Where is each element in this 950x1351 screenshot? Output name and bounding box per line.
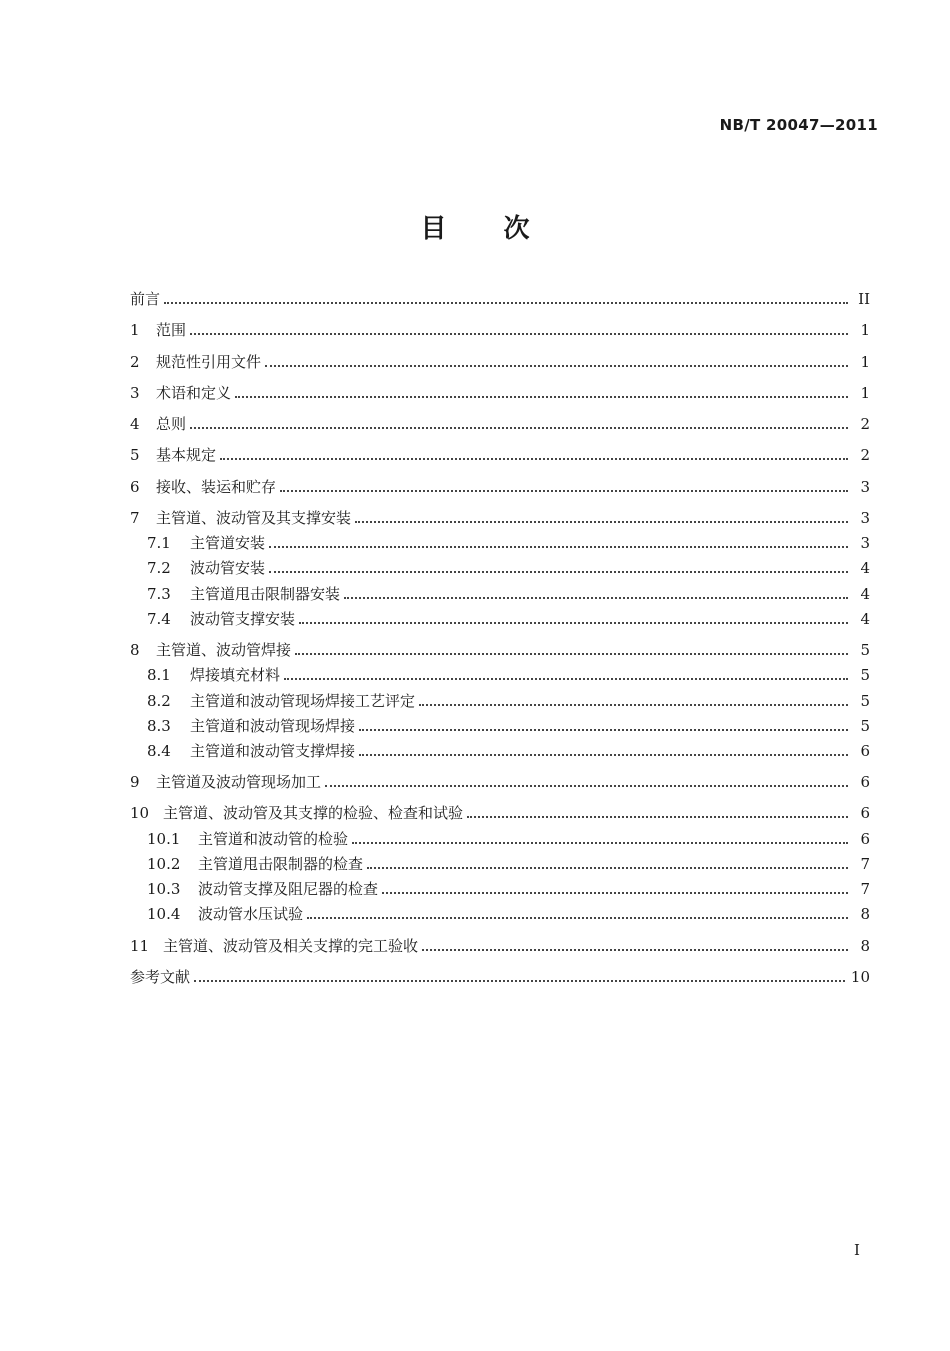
- toc-entry[interactable]: [130, 531, 870, 553]
- toc-entry-label: 主管道、波动管焊接: [156, 641, 292, 660]
- toc-entry-page: 8: [860, 936, 870, 955]
- toc-entry-label: 规范性引用文件: [156, 352, 262, 371]
- toc-entry[interactable]: [130, 381, 870, 403]
- toc-entry-number: 3: [130, 383, 140, 402]
- toc-entry[interactable]: [130, 965, 870, 987]
- toc-entry-number: 7.3: [147, 584, 171, 603]
- toc-entry-label: 主管道甩击限制器的检查: [198, 854, 364, 873]
- toc-entry-page: 4: [860, 584, 870, 603]
- toc-entry-number: 8.2: [147, 691, 171, 710]
- toc-entry-label: 主管道及波动管现场加工: [156, 773, 322, 792]
- toc-entry-number: 4: [130, 415, 140, 434]
- toc-entry[interactable]: [130, 607, 870, 629]
- toc-entry-number: 10.4: [147, 905, 181, 924]
- toc-entry-page: 3: [860, 509, 870, 528]
- toc-entry-number: 2: [130, 352, 140, 371]
- toc-entry-page: 8: [860, 905, 870, 924]
- dot-leader: [220, 458, 848, 460]
- toc-entry-number: 8: [130, 641, 140, 660]
- toc-entry-label: 术语和定义: [156, 383, 232, 402]
- toc-entry-label: 参考文献: [130, 967, 191, 986]
- dot-leader: [194, 980, 845, 982]
- toc-entry-label: 波动管支撑安装: [190, 609, 296, 628]
- toc-entry-label: 主管道和波动管现场焊接工艺评定: [190, 691, 416, 710]
- dot-leader: [352, 842, 848, 844]
- dot-leader: [344, 597, 848, 599]
- toc-entry-label: 主管道甩击限制器安装: [190, 584, 341, 603]
- toc-entry[interactable]: [130, 663, 870, 685]
- toc-entry-number: 10.2: [147, 854, 181, 873]
- toc-entry-number: 8.4: [147, 741, 171, 760]
- page-number: I: [854, 1241, 860, 1259]
- toc-entry-label: 主管道和波动管的检验: [198, 829, 349, 848]
- toc-entry-label: 范围: [156, 321, 187, 340]
- toc-entry[interactable]: [130, 556, 870, 578]
- toc-entry-label: 主管道和波动管支撑焊接: [190, 741, 356, 760]
- toc-entry[interactable]: [130, 714, 870, 736]
- toc-entry-number: 8.1: [147, 666, 171, 685]
- toc-entry-page: 3: [860, 477, 870, 496]
- toc-entry-page: 1: [860, 321, 870, 340]
- standard-code: NB/T 20047—2011: [719, 116, 878, 134]
- toc-entry-page: 5: [860, 666, 870, 685]
- toc-entry-label: 波动管支撑及阻尼器的检查: [198, 880, 379, 899]
- toc-entry-label: 主管道、波动管及其支撑的检验、检查和试验: [163, 804, 464, 823]
- toc-entry-page: 3: [860, 534, 870, 553]
- dot-leader: [419, 704, 848, 706]
- dot-leader: [467, 816, 848, 818]
- toc-entry-page: 1: [860, 383, 870, 402]
- dot-leader: [422, 949, 848, 951]
- dot-leader: [359, 729, 848, 731]
- toc-entry-number: 5: [130, 446, 140, 465]
- toc-entry-number: 8.3: [147, 716, 171, 735]
- dot-leader: [269, 571, 848, 573]
- toc-entry-number: 10: [130, 804, 150, 823]
- dot-leader: [367, 867, 848, 869]
- toc-entry-label: 波动管水压试验: [198, 905, 304, 924]
- dot-leader: [280, 490, 848, 492]
- toc-entry-label: 主管道、波动管及相关支撑的完工验收: [163, 936, 419, 955]
- toc-entry-page: 1: [860, 352, 870, 371]
- toc-entry-page: 7: [860, 880, 870, 899]
- toc-entry[interactable]: [130, 318, 870, 340]
- toc-entry[interactable]: [130, 475, 870, 497]
- dot-leader: [307, 917, 848, 919]
- toc-entry-page: 6: [860, 773, 870, 792]
- toc-entry-number: 10.1: [147, 829, 181, 848]
- dot-leader: [284, 678, 848, 680]
- table-of-contents: [130, 287, 870, 987]
- toc-entry-number: 1: [130, 321, 140, 340]
- toc-entry-page: 6: [860, 804, 870, 823]
- toc-entry-label: 前言: [130, 290, 161, 308]
- dot-leader: [235, 396, 848, 398]
- dot-leader: [190, 333, 848, 335]
- dot-leader: [382, 892, 848, 894]
- toc-entry-number: 9: [130, 773, 140, 792]
- toc-entry[interactable]: [130, 506, 870, 528]
- toc-entry-page: 5: [860, 641, 870, 660]
- toc-entry[interactable]: [130, 934, 870, 956]
- dot-leader: [190, 427, 848, 429]
- toc-entry-number: 7.4: [147, 609, 171, 628]
- toc-entry-page: 4: [860, 559, 870, 578]
- toc-entry-number: 7.2: [147, 559, 171, 578]
- toc-entry[interactable]: [130, 443, 870, 465]
- toc-entry-page: 7: [860, 854, 870, 873]
- toc-entry-page: 5: [860, 716, 870, 735]
- toc-entry[interactable]: [130, 902, 870, 924]
- toc-entry-label: 主管道安装: [190, 534, 266, 553]
- toc-entry[interactable]: [130, 852, 870, 874]
- toc-entry[interactable]: [130, 350, 870, 372]
- dot-leader: [164, 302, 848, 304]
- toc-entry-page: 2: [860, 415, 870, 434]
- toc-entry-label: 基本规定: [156, 446, 217, 465]
- dot-leader: [299, 622, 848, 624]
- toc-entry[interactable]: [130, 827, 870, 849]
- toc-entry-label: 接收、装运和贮存: [156, 477, 277, 496]
- toc-entry[interactable]: [130, 412, 870, 434]
- toc-entry[interactable]: [130, 739, 870, 761]
- dot-leader: [265, 365, 848, 367]
- toc-entry-page: 2: [860, 446, 870, 465]
- toc-entry-label: 波动管安装: [190, 559, 266, 578]
- toc-entry[interactable]: [130, 689, 870, 711]
- toc-entry-page: 5: [860, 691, 870, 710]
- toc-entry-label: 焊接填充材料: [190, 666, 281, 685]
- toc-entry[interactable]: [130, 638, 870, 660]
- dot-leader: [269, 546, 848, 548]
- dot-leader: [295, 653, 848, 655]
- toc-entry[interactable]: [130, 801, 870, 823]
- toc-entry-label: 总则: [156, 415, 187, 434]
- toc-entry-page: 10: [850, 967, 870, 986]
- toc-entry-label: 主管道、波动管及其支撑安装: [156, 509, 352, 528]
- toc-entry-page: II: [858, 290, 870, 308]
- toc-entry[interactable]: [130, 287, 870, 309]
- toc-entry-page: 4: [860, 609, 870, 628]
- toc-entry-page: 6: [860, 829, 870, 848]
- toc-entry[interactable]: [130, 770, 870, 792]
- dot-leader: [359, 754, 848, 756]
- toc-entry-number: 7.1: [147, 534, 171, 553]
- toc-entry-number: 6: [130, 477, 140, 496]
- toc-entry-number: 10.3: [147, 880, 181, 899]
- toc-entry[interactable]: [130, 877, 870, 899]
- toc-entry-label: 主管道和波动管现场焊接: [190, 716, 356, 735]
- toc-entry[interactable]: [130, 582, 870, 604]
- toc-entry-number: 7: [130, 509, 140, 528]
- dot-leader: [325, 785, 848, 787]
- toc-title: 目 次: [420, 214, 530, 244]
- toc-entry-page: 6: [860, 741, 870, 760]
- toc-entry-number: 11: [130, 936, 150, 955]
- dot-leader: [355, 521, 848, 523]
